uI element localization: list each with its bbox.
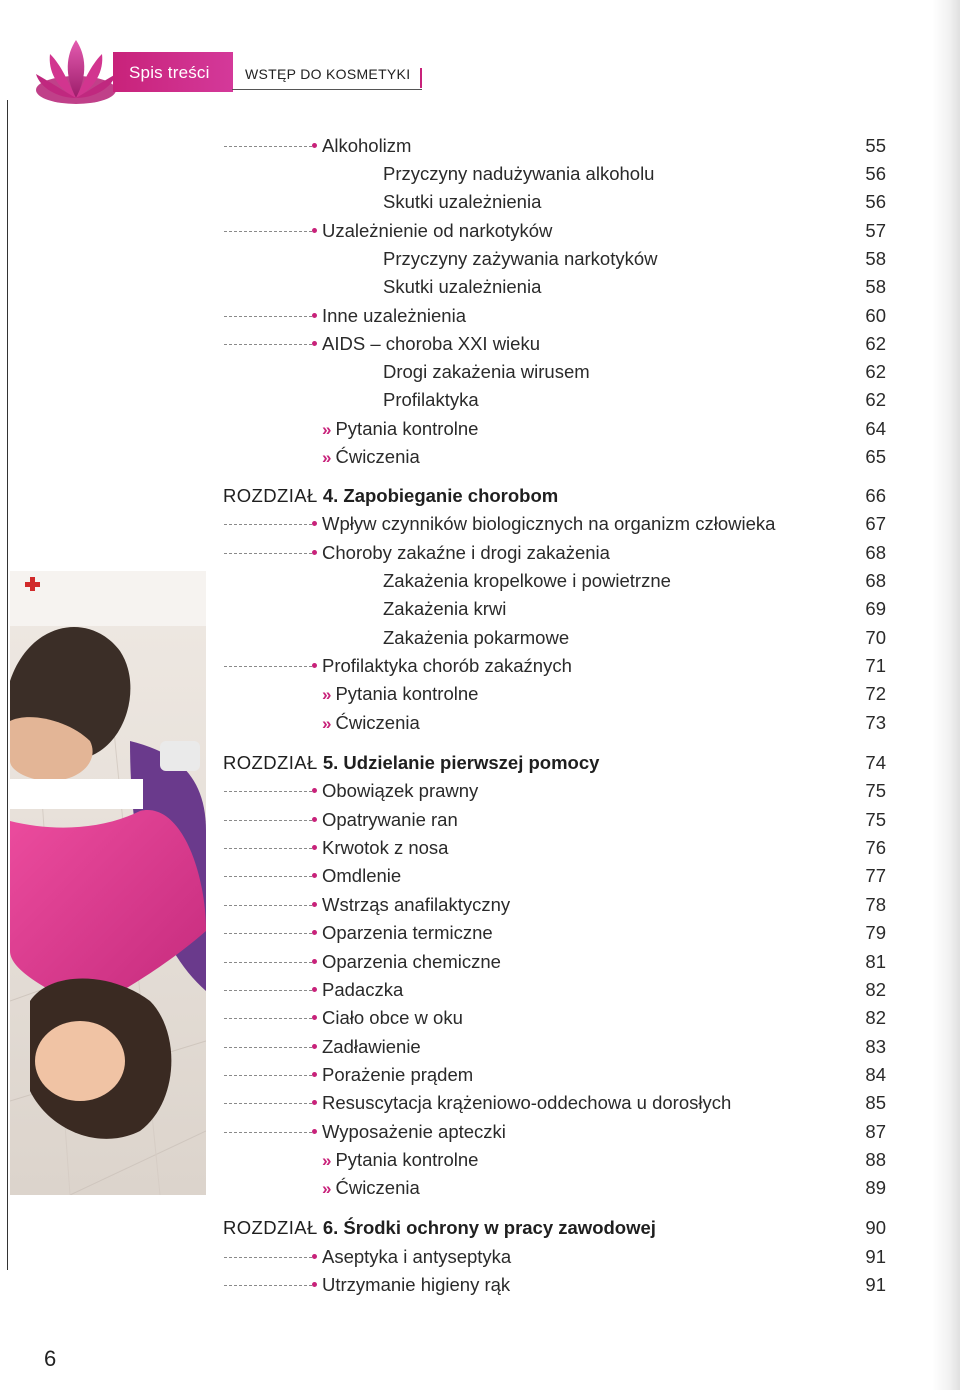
- toc-entry-row[interactable]: [0, 160, 960, 188]
- page-ref: 55: [865, 135, 886, 156]
- leader-line: [224, 524, 312, 525]
- section-title: Resuscytacja krążeniowo-oddechowa u dorosłych: [322, 1092, 732, 1113]
- entry-title: Ćwiczenia: [335, 446, 420, 467]
- page-ref: 57: [865, 220, 886, 241]
- chapter-heading: [223, 752, 599, 774]
- toc-entry-row[interactable]: [0, 919, 960, 947]
- leader-line: [224, 553, 312, 554]
- toc-entry-row[interactable]: [0, 510, 960, 538]
- bullet-dot-icon: [312, 341, 317, 346]
- page-ref: 72: [865, 683, 886, 704]
- entry-title: Ćwiczenia: [335, 712, 420, 733]
- chapter-title: Udzielanie pierwszej pomocy: [343, 752, 600, 773]
- page-ref: 89: [865, 1177, 886, 1198]
- section-title: Ciało obce w oku: [322, 1007, 463, 1028]
- bullet-dot-icon: [312, 550, 317, 555]
- chapter-title: Zapobieganie chorobom: [343, 485, 559, 506]
- leader-line: [224, 1257, 312, 1258]
- section-title: Utrzymanie higieny rąk: [322, 1274, 511, 1295]
- section-title: Zadławienie: [322, 1036, 421, 1057]
- toc-entry-row[interactable]: [0, 1033, 960, 1061]
- page-ref: 91: [865, 1274, 886, 1295]
- subsection-title: Przyczyny zażywania narkotyków: [383, 248, 658, 269]
- toc-entry-row[interactable]: [0, 443, 960, 471]
- toc-entry-row[interactable]: [0, 595, 960, 623]
- leader-line: [224, 1018, 312, 1019]
- section-label: WSTĘP DO KOSMETYKI: [245, 66, 411, 82]
- page-ref: 77: [865, 865, 886, 886]
- chapter-title: Środki ochrony w pracy zawodowej: [343, 1217, 656, 1238]
- page-ref: 69: [865, 598, 886, 619]
- leader-line: [224, 848, 312, 849]
- page-ref: 73: [865, 712, 886, 733]
- page-ref: 62: [865, 333, 886, 354]
- section-title: Porażenie prądem: [322, 1064, 474, 1085]
- toc-entry-row[interactable]: [0, 188, 960, 216]
- page-ref: 74: [865, 752, 886, 773]
- double-chevron-icon: »: [322, 1151, 332, 1170]
- toc-entry-row[interactable]: [0, 1004, 960, 1032]
- bullet-dot-icon: [312, 1100, 317, 1105]
- toc-entry-row[interactable]: [0, 302, 960, 330]
- page-ref: 67: [865, 513, 886, 534]
- toc-entry-row[interactable]: [0, 358, 960, 386]
- bullet-dot-icon: [312, 1282, 317, 1287]
- toc-entry-row[interactable]: [0, 415, 960, 443]
- chapter-heading: [223, 1217, 656, 1239]
- page-ref: 58: [865, 276, 886, 297]
- bullet-dot-icon: [312, 313, 317, 318]
- toc-entry-row[interactable]: [0, 1061, 960, 1089]
- leader-line: [224, 316, 312, 317]
- toc-entry-row[interactable]: [0, 567, 960, 595]
- chapter-label: ROZDZIAŁ: [223, 1217, 318, 1238]
- page-ref: 91: [865, 1246, 886, 1267]
- bullet-dot-icon: [312, 1072, 317, 1077]
- page-ref: 78: [865, 894, 886, 915]
- bullet-dot-icon: [312, 143, 317, 148]
- page-ref: 71: [865, 655, 886, 676]
- toc-entry-row[interactable]: [0, 217, 960, 245]
- page-ref: 90: [865, 1217, 886, 1238]
- bullet-dot-icon: [312, 1254, 317, 1259]
- section-title: Wpływ czynników biologicznych na organizm człowieka: [322, 513, 776, 534]
- exercise-entry: [322, 683, 478, 705]
- bullet-dot-icon: [312, 1015, 317, 1020]
- double-chevron-icon: »: [322, 448, 332, 467]
- subsection-title: Skutki uzależnienia: [383, 191, 542, 212]
- leader-line: [224, 231, 312, 232]
- toc-chapter-row[interactable]: [0, 482, 960, 510]
- page-ref: 75: [865, 809, 886, 830]
- bullet-dot-icon: [312, 817, 317, 822]
- chapter-heading: [223, 485, 558, 507]
- bullet-dot-icon: [312, 1129, 317, 1134]
- toc-entry-row[interactable]: [0, 948, 960, 976]
- page-ref: 68: [865, 542, 886, 563]
- bullet-dot-icon: [312, 873, 317, 878]
- chapter-number: 6.: [322, 1217, 339, 1238]
- bullet-dot-icon: [312, 987, 317, 992]
- entry-title: Ćwiczenia: [335, 1177, 420, 1198]
- page-ref: 76: [865, 837, 886, 858]
- page-ref: 66: [865, 485, 886, 506]
- toc-entry-row[interactable]: [0, 330, 960, 358]
- bullet-dot-icon: [312, 930, 317, 935]
- toc-chapter-row[interactable]: [0, 749, 960, 777]
- chapter-number: 4.: [322, 485, 339, 506]
- leader-line: [224, 1075, 312, 1076]
- toc-entry-row[interactable]: [0, 386, 960, 414]
- toc-chapter-row[interactable]: [0, 1214, 960, 1242]
- leader-line: [224, 146, 312, 147]
- leader-line: [224, 820, 312, 821]
- page-ref: 87: [865, 1121, 886, 1142]
- double-chevron-icon: »: [322, 685, 332, 704]
- toc-entry-row[interactable]: [0, 709, 960, 737]
- entry-title: Pytania kontrolne: [335, 1149, 479, 1170]
- toc-entry-row[interactable]: [0, 777, 960, 805]
- toc-entry-row[interactable]: [0, 834, 960, 862]
- toc-entry-row[interactable]: [0, 1243, 960, 1271]
- toc-entry-row[interactable]: [0, 891, 960, 919]
- section-title: Omdlenie: [322, 865, 402, 886]
- section-title: Padaczka: [322, 979, 404, 1000]
- section-title: Opatrywanie ran: [322, 809, 458, 830]
- section-title: AIDS – choroba XXI wieku: [322, 333, 540, 354]
- bullet-dot-icon: [312, 521, 317, 526]
- double-chevron-icon: »: [322, 714, 332, 733]
- page-ref: 58: [865, 248, 886, 269]
- subsection-title: Skutki uzależnienia: [383, 276, 542, 297]
- toc-entry-row[interactable]: [0, 806, 960, 834]
- leader-line: [224, 1132, 312, 1133]
- leader-line: [224, 905, 312, 906]
- section-title: Profilaktyka chorób zakaźnych: [322, 655, 572, 676]
- leader-line: [224, 1047, 312, 1048]
- bullet-dot-icon: [312, 902, 317, 907]
- section-title: Choroby zakaźne i drogi zakażenia: [322, 542, 610, 563]
- page-ref: 62: [865, 389, 886, 410]
- leader-line: [224, 344, 312, 345]
- exercise-entry: [322, 1149, 478, 1171]
- subsection-title: Zakażenia kropelkowe i powietrzne: [383, 570, 671, 591]
- double-chevron-icon: »: [322, 1179, 332, 1198]
- toc-entry-row[interactable]: [0, 652, 960, 680]
- leader-line: [224, 990, 312, 991]
- leader-line: [224, 666, 312, 667]
- double-chevron-icon: »: [322, 420, 332, 439]
- section-title: Uzależnienie od narkotyków: [322, 220, 553, 241]
- leader-line: [224, 876, 312, 877]
- page-ref: 82: [865, 1007, 886, 1028]
- section-title: Aseptyka i antyseptyka: [322, 1246, 512, 1267]
- toc-entry-row[interactable]: [0, 624, 960, 652]
- section-title: Oparzenia chemiczne: [322, 951, 501, 972]
- leader-line: [224, 962, 312, 963]
- toc-entry-row[interactable]: [0, 1089, 960, 1117]
- bullet-dot-icon: [312, 845, 317, 850]
- page-ref: 82: [865, 979, 886, 1000]
- page-ref: 64: [865, 418, 886, 439]
- page-ref: 84: [865, 1064, 886, 1085]
- toc-entry-row[interactable]: [0, 1118, 960, 1146]
- toc-entry-row[interactable]: [0, 1146, 960, 1174]
- exercise-entry: [322, 446, 420, 468]
- toc-entry-row[interactable]: [0, 1174, 960, 1202]
- section-title: Alkoholizm: [322, 135, 412, 156]
- toc-entry-row[interactable]: [0, 132, 960, 160]
- subsection-title: Zakażenia krwi: [383, 598, 507, 619]
- subsection-title: Profilaktyka: [383, 389, 479, 410]
- section-title: Krwotok z nosa: [322, 837, 449, 858]
- toc-entry-row[interactable]: [0, 245, 960, 273]
- section-title: Oparzenia termiczne: [322, 922, 493, 943]
- exercise-entry: [322, 418, 478, 440]
- exercise-entry: [322, 712, 420, 734]
- entry-title: Pytania kontrolne: [335, 683, 479, 704]
- bullet-dot-icon: [312, 663, 317, 668]
- page-ref: 79: [865, 922, 886, 943]
- subsection-title: Zakażenia pokarmowe: [383, 627, 570, 648]
- leader-line: [224, 933, 312, 934]
- section-title: Inne uzależnienia: [322, 305, 466, 326]
- page-ref: 56: [865, 163, 886, 184]
- section-title: Wyposażenie apteczki: [322, 1121, 506, 1142]
- leader-line: [224, 1285, 312, 1286]
- page-number: 6: [44, 1346, 57, 1371]
- chapter-label: ROZDZIAŁ: [223, 485, 318, 506]
- toc-entry-row[interactable]: [0, 539, 960, 567]
- section-title: Obowiązek prawny: [322, 780, 479, 801]
- toc-entry-row[interactable]: [0, 1271, 960, 1299]
- section-title: Wstrząs anafilaktyczny: [322, 894, 511, 915]
- chapter-number: 5.: [322, 752, 339, 773]
- page-ref: 70: [865, 627, 886, 648]
- bullet-dot-icon: [312, 959, 317, 964]
- toc-entry-row[interactable]: [0, 976, 960, 1004]
- bullet-dot-icon: [312, 1044, 317, 1049]
- page-ref: 88: [865, 1149, 886, 1170]
- page-ref: 56: [865, 191, 886, 212]
- subsection-title: Drogi zakażenia wirusem: [383, 361, 590, 382]
- page-ref: 62: [865, 361, 886, 382]
- page-ref: 65: [865, 446, 886, 467]
- entry-title: Pytania kontrolne: [335, 418, 479, 439]
- bullet-dot-icon: [312, 788, 317, 793]
- toc-tab-label: Spis treści: [129, 63, 210, 82]
- page-ref: 81: [865, 951, 886, 972]
- toc-entry-row[interactable]: [0, 680, 960, 708]
- page-ref: 60: [865, 305, 886, 326]
- page-ref: 75: [865, 780, 886, 801]
- toc-entry-row[interactable]: [0, 862, 960, 890]
- leader-line: [224, 791, 312, 792]
- bullet-dot-icon: [312, 228, 317, 233]
- page-ref: 83: [865, 1036, 886, 1057]
- page-ref: 85: [865, 1092, 886, 1113]
- leader-line: [224, 1103, 312, 1104]
- chapter-label: ROZDZIAŁ: [223, 752, 318, 773]
- toc-entry-row[interactable]: [0, 273, 960, 301]
- page-ref: 68: [865, 570, 886, 591]
- exercise-entry: [322, 1177, 420, 1199]
- subsection-title: Przyczyny nadużywania alkoholu: [383, 163, 655, 184]
